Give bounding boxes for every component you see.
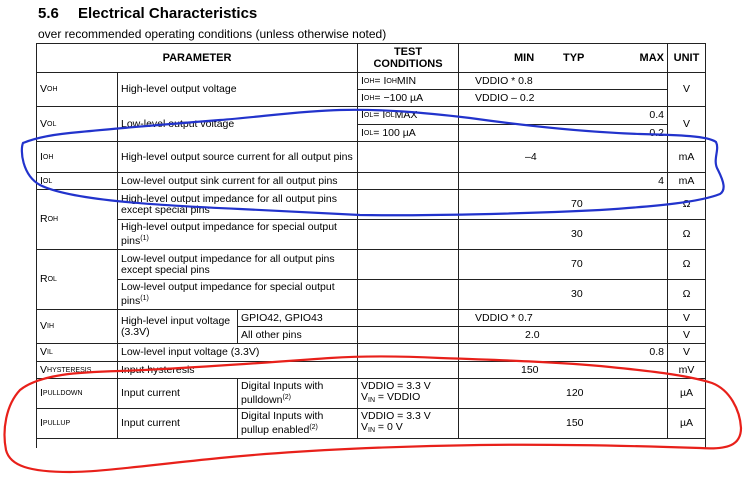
iol-condition <box>357 172 459 190</box>
vih-subcondition-2: All other pins <box>237 326 358 344</box>
ipu-unit: µA <box>667 408 706 439</box>
vhys-values <box>458 361 668 379</box>
vol-unit: V <box>667 106 706 142</box>
vih-min-2: 2.0 <box>525 328 540 341</box>
roh-unit-1: Ω <box>667 189 706 220</box>
ioh-values <box>458 141 668 173</box>
cropped-row <box>36 438 706 448</box>
vol-condition-2: I OL = 100 µA <box>357 124 459 142</box>
header-values <box>458 43 668 73</box>
ipd-typ: 120 <box>566 387 584 399</box>
vih-symbol: V IH <box>36 309 118 344</box>
iol-symbol: I OL <box>36 172 118 190</box>
vil-condition <box>357 343 459 362</box>
vol-description: Low-level output voltage <box>117 106 358 142</box>
vih-unit-1: V <box>667 309 706 327</box>
section-title: Electrical Characteristics <box>78 5 258 22</box>
ioh-symbol: I OH <box>36 141 118 173</box>
section-heading <box>38 5 257 22</box>
section-number: 5.6 <box>38 5 59 22</box>
vhys-min: 150 <box>521 363 539 376</box>
vhys-condition <box>357 361 459 379</box>
ioh-condition <box>357 141 459 173</box>
ipu-symbol: I PULLUP <box>36 408 118 439</box>
rol-condition-2 <box>357 279 459 310</box>
ioh-min: –4 <box>525 150 537 163</box>
roh-condition-1 <box>357 189 459 220</box>
ipd-detail: Digital Inputs with pulldown$^{(2)}$ <box>237 378 358 409</box>
roh-values-2 <box>458 219 668 250</box>
header-max: MAX <box>639 52 664 64</box>
roh-description-2: High-level output impedance for special output pins$^{(1)}$ <box>117 219 358 250</box>
vih-description: High-level input voltage (3.3V) <box>117 309 238 344</box>
voh-unit: V <box>667 72 706 107</box>
roh-typ-2: 30 <box>571 228 583 240</box>
vhys-unit: mV <box>667 361 706 379</box>
voh-min-1: VDDIO * 0.8 <box>458 72 668 90</box>
vol-symbol: V OL <box>36 106 118 142</box>
vil-symbol: V IL <box>36 343 118 362</box>
vih-min-1: VDDIO * 0.7 <box>458 309 668 327</box>
voh-description: High-level output voltage <box>117 72 358 107</box>
roh-symbol: R OH <box>36 189 118 250</box>
section-subtitle: over recommended operating conditions (unless otherwise noted) <box>38 27 387 41</box>
rol-description-2: Low-level output impedance for special output pins$^{(1)}$ <box>117 279 358 310</box>
rol-unit-1: Ω <box>667 249 706 280</box>
rol-description-1: Low-level output impedance for all output pins except special pins <box>117 249 358 280</box>
header-unit: UNIT <box>667 43 706 73</box>
ipu-description: Input current <box>117 408 238 439</box>
roh-values-1 <box>458 189 668 220</box>
ipd-values <box>458 378 668 409</box>
roh-unit-2: Ω <box>667 219 706 250</box>
header-test-conditions: TEST CONDITIONS <box>357 43 459 73</box>
vol-condition-1: I OL = I OL MAX <box>357 106 459 125</box>
header-typ: TYP <box>563 52 585 64</box>
ioh-unit: mA <box>667 141 706 173</box>
iol-description: Low-level output sink current for all output pins <box>117 172 358 190</box>
roh-condition-2 <box>357 219 459 250</box>
header-min: MIN <box>514 52 535 64</box>
vih-condition-2 <box>357 326 459 344</box>
vhys-symbol: V HYSTERESIS <box>36 361 118 379</box>
voh-symbol: V OH <box>36 72 118 107</box>
ipd-unit: µA <box>667 378 706 409</box>
vil-max: 0.8 <box>458 343 668 362</box>
ipu-condition: VDDIO = 3.3 V $V_{IN} = 0$ V <box>357 408 459 439</box>
vih-unit-2: V <box>667 326 706 344</box>
rol-symbol: R OL <box>36 249 118 310</box>
iol-unit: mA <box>667 172 706 190</box>
vol-max-1: 0.4 <box>458 106 668 125</box>
ipd-description: Input current <box>117 378 238 409</box>
ipd-symbol: I PULLDOWN <box>36 378 118 409</box>
ipd-condition: VDDIO = 3.3 V $V_{IN}$ = VDDIO <box>357 378 459 409</box>
rol-typ-2: 30 <box>571 288 583 300</box>
rol-values-1 <box>458 249 668 280</box>
rol-typ-1: 70 <box>571 258 583 270</box>
ipu-values <box>458 408 668 439</box>
voh-condition-1: I OH = I OH MIN <box>357 72 459 90</box>
roh-description-1: High-level output impedance for all output pins except special pins <box>117 189 358 220</box>
roh-typ-1: 70 <box>571 198 583 210</box>
voh-condition-2: I OH = −100 µA <box>357 89 459 107</box>
rol-values-2 <box>458 279 668 310</box>
header-parameter: PARAMETER <box>36 43 358 73</box>
vih-values-2 <box>458 326 668 344</box>
vhys-description: Input hysteresis <box>117 361 358 379</box>
vih-condition-1 <box>357 309 459 327</box>
ipu-detail: Digital Inputs with pullup enabled$^{(2)}$ <box>237 408 358 439</box>
rol-condition-1 <box>357 249 459 280</box>
vil-description: Low-level input voltage (3.3V) <box>117 343 358 362</box>
ipu-typ: 150 <box>566 417 584 429</box>
vih-subcondition-1: GPIO42, GPIO43 <box>237 309 358 327</box>
vil-unit: V <box>667 343 706 362</box>
iol-max: 4 <box>458 172 668 190</box>
ioh-description: High-level output source current for all output pins <box>117 141 358 173</box>
vol-max-2: 0.2 <box>458 124 668 142</box>
voh-min-2: VDDIO – 0.2 <box>458 89 668 107</box>
rol-unit-2: Ω <box>667 279 706 310</box>
